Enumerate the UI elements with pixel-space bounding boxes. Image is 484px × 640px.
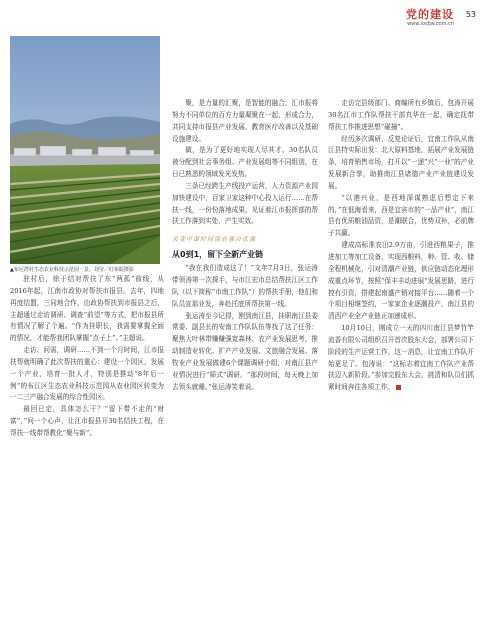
page-number: 53 xyxy=(465,10,476,19)
paragraph: 建成高标准农田2.9万亩，引进西粮果子，推进加工等加工设备，实现西粮料，种、管、收、储全程机械化，引对清潮产业链，供应链动态化理形成重点环节，按照“保丰丰动进展”发展思路，进行控有引资，搭建起南盛产销对接平台……随着一个个项目相继签约，一家家企业逐潮投产，南江县的清西产业全产业链正加速成形。 xyxy=(328,241,474,321)
paragraph: 经历多次调研、反复论证后，宜南工作队从南江县特实际出发：北大原料基地，拓展产业发展链条，培育销售市场，打开以“一递”兴“一业”的产业发展新合拳，助推南江县诸德产业产业链建设发展。 xyxy=(328,134,474,190)
text-column-3 xyxy=(328,98,474,394)
paragraph-text: 10月10日，刚成立一天的四川南江县梦竹竿流香有限公司组织召开首次股东大会，部署公司下阶段的生产运营工作，这一消息，让宜南工作队开始更足了。包涛说：“这标志着宜南工作队产业帮扶迈入新阶段。”参加完股东大会，挑清和队员们抓紧时间奔往各项工作。 xyxy=(328,324,474,392)
farm-photo xyxy=(10,36,160,264)
paragraph: 三条已经跨生产线投产运营，人力资源产业园加快建设中，百家卫家这种中心投入运行……在帮扶一线，一份份落地成果，见证着江市报挥部的帮扶工作落到实处、产生实效。 xyxy=(172,181,318,226)
paragraph: 驻村后，徐于结对帮扶了东“两孤”前线，从2016年起，江南市政协对帮扶市报县。去年，四地再度结盟，三同地合作，由政协帮扶到市报县之后，主超通过走访调研、调查“前望”等方式，把市报县所有情况了解了个遍。“作为挂职长，我需要掌握全面的情况，才能帮我团队掌握“点子上”。”主超说。 xyxy=(10,275,164,343)
end-mark-icon xyxy=(396,385,401,390)
paragraph: 张运涛至今记得，刚到南江县，挂职南江县委常委、副县长的安南工作队队伍等找了这了任务：聚焦大叶林带赚赚强宽森林、农产业发展思考，推动制造业转化、扩产产业发展、文旅融合发展、落牧业产业发展做建6个课题调研小组，对南江县产业情况进行“筛式”调研。“那段时间，每天晚上加去领头就睡。”张运涛笑着说。 xyxy=(172,311,318,391)
paragraph: “以港兴业，是西地深谋熟虑后想定下来的，”在低海看来，西是宜宾市的“一品产业”，南江县有优质粮油品资，是潮联合，优势双补，必前牌子共赢。 xyxy=(328,193,474,238)
magazine-url: www.sxdjw.com.cn xyxy=(407,21,454,27)
text-column-1 xyxy=(10,274,164,440)
paragraph: 做，是为了更好地实现人尽其才。30名队员被分配到社会事务组、产业发展组等不同组别，在日已熟悉的领域发光发热。 xyxy=(172,146,318,179)
paragraph: 聚，是力量的汇聚，是智能的融合，汇市报将努力不同单位的百方力量凝聚在一起，形成合力，共同支持市报县产业发展、教育医疗改善以及基础设施建设。 xyxy=(172,99,318,143)
section-label: 突变中谋时间南前强自优强 xyxy=(172,236,257,244)
photo-caption: ▲布尼湾村生态农业科技示范园一景。刘莹／红布振摄影 xyxy=(10,267,134,273)
paragraph: 走访、问需，调研……不到一个月时间，江市报扶帮就明确了此次帮扶的重心：建设一个园区，发展一个产业，培育一批人才，特别是推动“8年后一例”的布江区生态农业科技示范园从农业园区转变为一二三产融合发展的综合性园区。 xyxy=(10,346,164,402)
section-subheading: 从0到1，留下全新产业链 xyxy=(172,250,264,260)
paragraph: 走访完县级部门、商编所有乡镇后，包涛开展30名江市工作队帮扶干部真华在一起，确定抚带帮扶工作推进思想“碰撞”。 xyxy=(328,99,474,131)
magazine-logo: 党的建设 xyxy=(406,8,454,21)
farm-landscape-image xyxy=(10,36,160,264)
paragraph: 最回已定，具体怎么干？“留下带不走的“财富”，”问一个心声，让江市报县开30名结扶工程，在帮扶一线带帮教化“聚与新”。 xyxy=(10,405,164,437)
paragraph xyxy=(328,323,474,394)
paragraph: “我在我们造成这了！”文年7月3日，张运涛带领涛第一次探手，与市江宏市总结帮扶江区工作队（以下简称“市南工作队”）的帮扶手册，他们和队员宣那业发，奔赴托底所帮扶第一线。 xyxy=(172,264,318,308)
text-column-2 xyxy=(172,98,318,393)
masthead xyxy=(356,6,476,36)
